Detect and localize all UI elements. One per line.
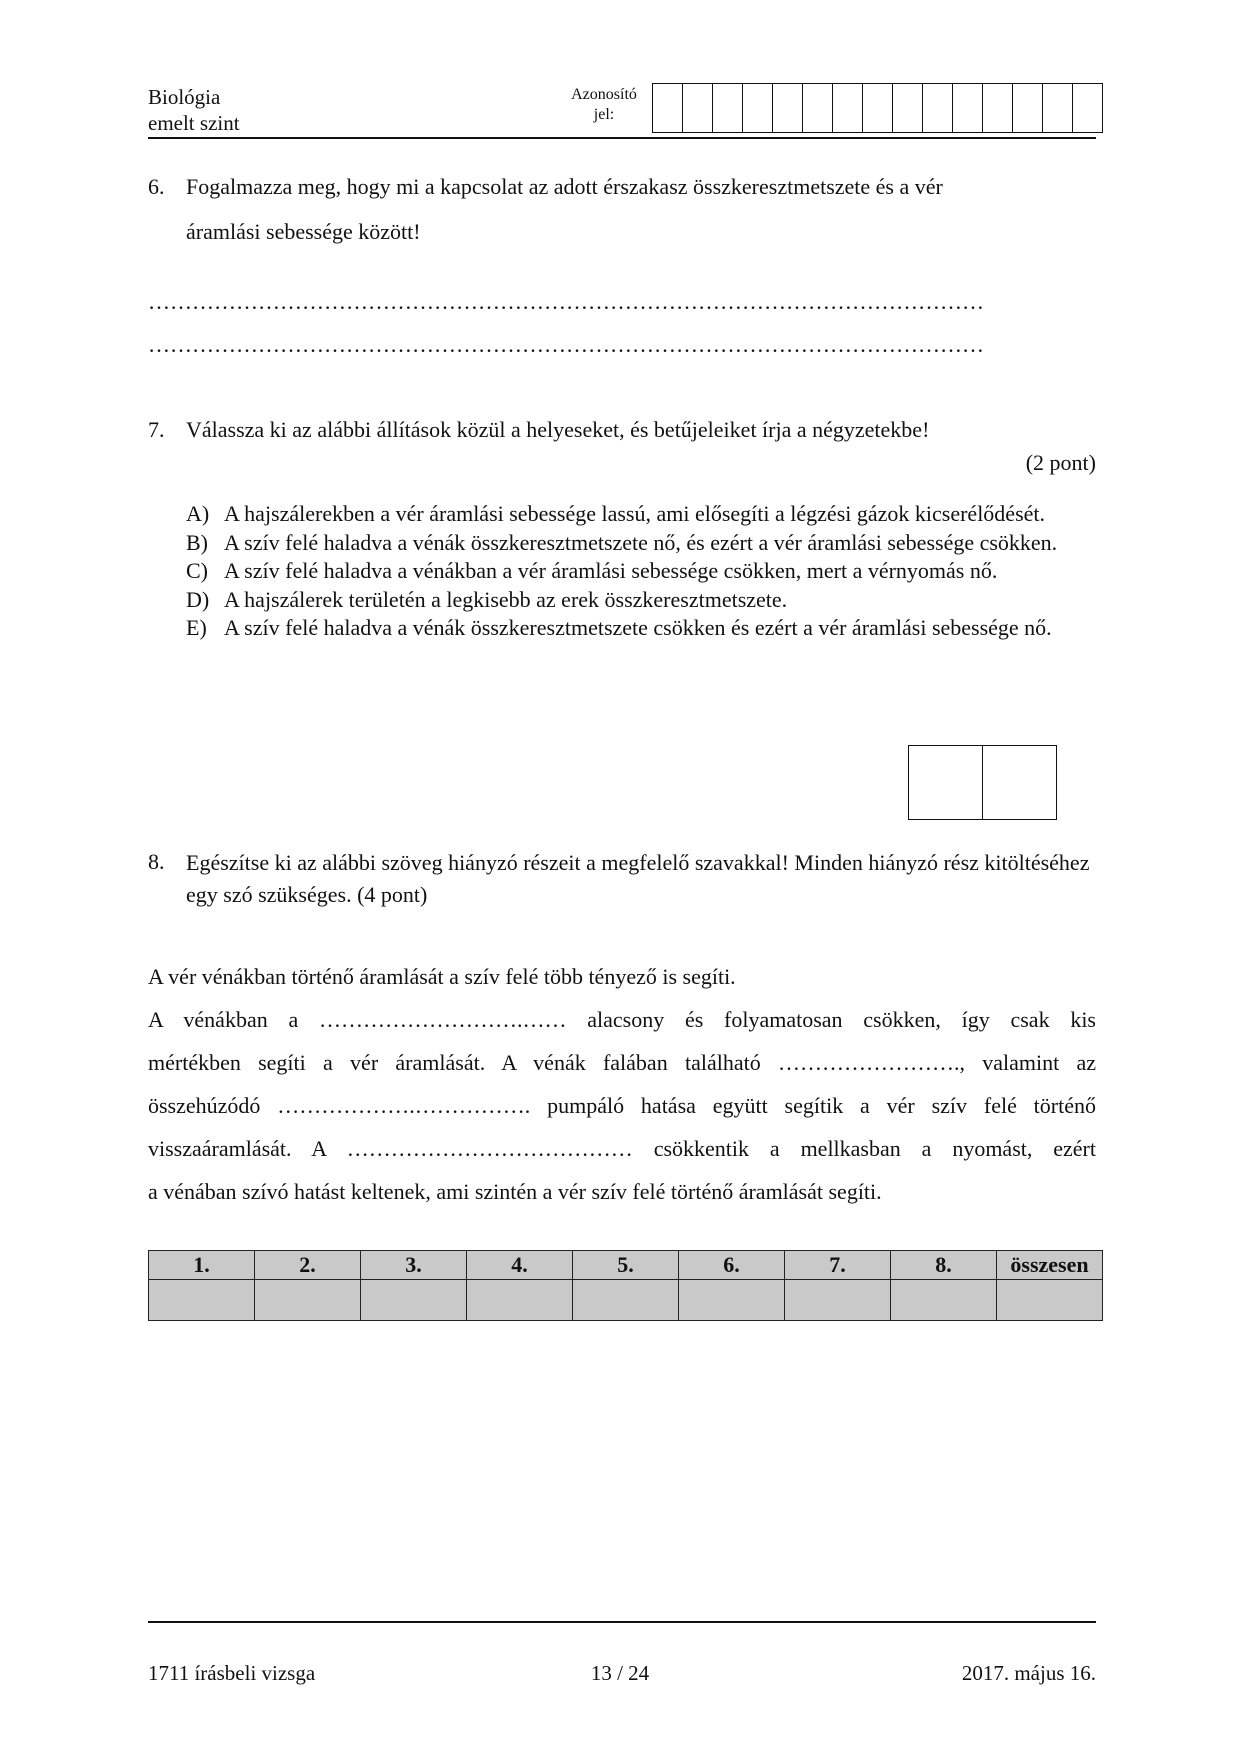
answer-line-2[interactable]: …………………………………………………………………………………………………… [148,332,984,357]
footer-date: 2017. május 16. [961,1661,1096,1685]
score-cell[interactable] [891,1280,997,1321]
question-6-text-line1: Fogalmazza meg, hogy mi a kapcsolat az adott érszakasz összkeresztmetszete és a vér [186,174,943,199]
score-cell[interactable] [255,1280,361,1321]
id-box[interactable] [1043,84,1073,132]
option-letter: B) [186,529,208,555]
id-box[interactable] [773,84,803,132]
question-7-number: 7. [148,417,165,442]
option-text: A hajszálerekben a vér áramlási sebessége lassú, ami elősegíti a légzési gázok kicserélődését. [224,501,1046,526]
option-letter: A) [186,501,210,526]
paragraph-line-5: visszaáramlását. A ………………………………… csökkentik a mellkasban a nyomást, ezért [148,1136,1096,1161]
score-cell[interactable] [361,1280,467,1321]
score-table [148,1250,1103,1321]
id-box[interactable] [1013,84,1043,132]
id-box[interactable] [893,84,923,132]
header-divider [148,137,1096,139]
footer-divider [148,1621,1096,1623]
score-cell[interactable] [785,1280,891,1321]
paragraph-line-4: összehúzódó ……………….……………. pumpáló hatása együtt segítik a vér szív felé történő [148,1093,1096,1118]
question-6-number: 6. [148,174,165,199]
paragraph-line-2: A vénákban a ……………………….…… alacsony és folyamatosan csökken, így csak kis [148,1007,1096,1032]
paragraph-line-6: a vénában szívó hatást keltenek, ami szintén a vér szív felé történő áramlását segíti. [148,1179,882,1204]
option-letter: D) [186,586,210,612]
score-cell[interactable] [573,1280,679,1321]
id-label-line2: jel: [593,106,615,123]
option-text: A szív felé haladva a vénák összkeresztmetszete nő, és ezért a vér áramlási sebessége csökken. [224,529,1058,555]
id-box[interactable] [743,84,773,132]
option-b [186,529,1086,558]
footer-exam-code: 1711 írásbeli vizsga [148,1661,316,1685]
score-header: 2. [255,1251,361,1280]
id-box[interactable] [713,84,743,132]
option-letter: E) [186,615,207,640]
answer-line-1[interactable]: …………………………………………………………………………………………………… [148,289,984,314]
id-box[interactable] [803,84,833,132]
question-8-number: 8. [148,849,165,874]
id-box[interactable] [863,84,893,132]
score-header: 8. [891,1251,997,1280]
score-value-row [149,1280,1103,1321]
id-box[interactable] [953,84,983,132]
question-6-text-line2: áramlási sebessége között! [186,219,421,244]
score-header: 4. [467,1251,573,1280]
subject-level: emelt szint [148,111,240,135]
id-box[interactable] [983,84,1013,132]
score-cell[interactable] [467,1280,573,1321]
option-a [186,500,1086,529]
answer-box-1[interactable] [908,745,983,820]
score-cell[interactable] [149,1280,255,1321]
footer-page-number: 13 / 24 [590,1661,650,1685]
score-header: 6. [679,1251,785,1280]
question-7-answer-boxes [908,745,1057,820]
exam-subject [148,84,240,136]
score-header: 5. [573,1251,679,1280]
id-box[interactable] [653,84,683,132]
id-box[interactable] [923,84,953,132]
subject-name: Biológia [148,85,221,109]
option-e [186,614,1086,643]
id-box[interactable] [683,84,713,132]
paragraph-line-3: mértékben segíti a vér áramlását. A vénák falában található ……………………., valamint az [148,1050,1096,1075]
id-label-line1: Azonosító [571,86,637,103]
score-cell[interactable] [997,1280,1103,1321]
option-d [186,586,1086,615]
paragraph-line-1: A vér vénákban történő áramlását a szív felé több tényező is segíti. [148,964,736,989]
id-label [548,85,660,125]
score-cell[interactable] [679,1280,785,1321]
score-header: 3. [361,1251,467,1280]
question-7-options [186,500,1086,643]
id-box[interactable] [1073,84,1102,132]
option-text: A hajszálerek területén a legkisebb az erek összkeresztmetszete. [224,586,788,612]
question-7-text: Válassza ki az alábbi állítások közül a helyeseket, és betűjeleiket írja a négyzetekbe! [186,417,930,442]
id-boxes [652,83,1103,133]
id-box[interactable] [833,84,863,132]
score-header: 7. [785,1251,891,1280]
score-header: 1. [149,1251,255,1280]
option-text: A szív felé haladva a vénákban a vér áramlási sebessége csökken, mert a vérnyomás nő. [224,558,998,583]
option-letter: C) [186,558,208,583]
option-c [186,557,1086,586]
question-7-points: (2 pont) [1025,450,1096,475]
option-text: A szív felé haladva a vénák összkeresztmetszete csökken és ezért a vér áramlási sebessége nő. [224,615,1052,640]
question-8-text: Egészítse ki az alábbi szöveg hiányzó részeit a megfelelő szavakkal! Minden hiányzó rész kitöltéséhez egy szó szükséges. (4 pont) [186,850,1090,907]
score-header-row [149,1251,1103,1280]
answer-box-2[interactable] [983,745,1057,820]
score-header: összesen [997,1251,1103,1280]
